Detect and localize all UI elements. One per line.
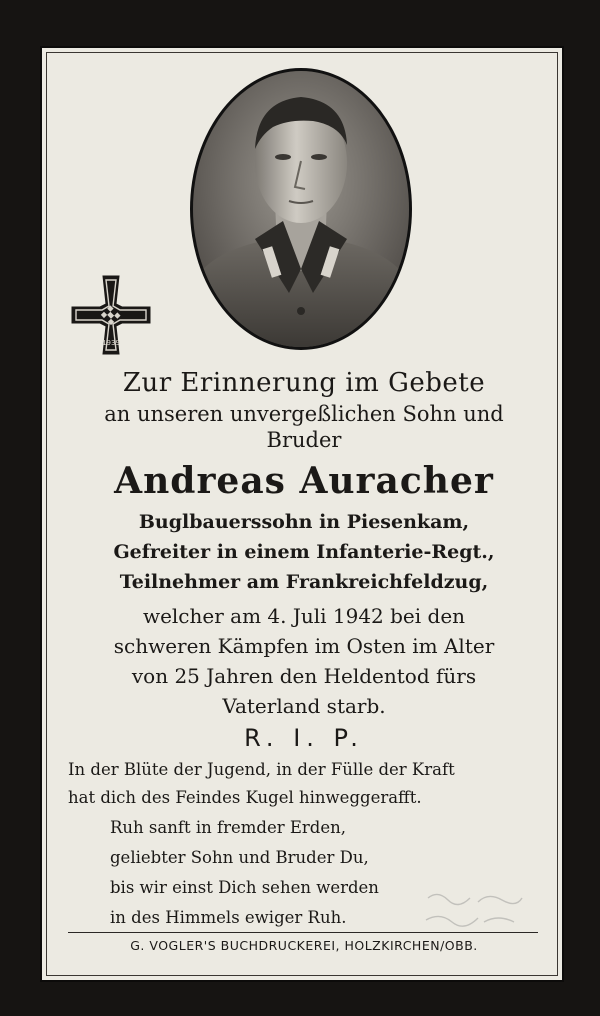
subtitle-line-1: Buglbauerssohn in Piesenkam, <box>138 511 470 533</box>
verse-line-4: geliebter Sohn und Bruder Du, <box>110 848 369 867</box>
body-line-3: von 25 Jahren den Heldentod fürs <box>131 664 477 688</box>
verse-line-2: hat dich des Feindes Kugel hinweggerafft. <box>68 788 422 807</box>
body-line-1: welcher am 4. Juli 1942 bei den <box>142 604 466 628</box>
verse-line-6: in des Himmels ewiger Ruh. <box>110 908 347 927</box>
subtitle-line-2: Gefreiter in einem Infanterie-Regt., <box>113 541 495 563</box>
soldier-portrait-icon <box>190 68 412 350</box>
iron-cross-year: 1939 <box>102 339 120 347</box>
rip-text: R. I. P. <box>244 724 364 752</box>
card-inner-panel <box>40 46 564 982</box>
heading-line-3: Bruder <box>266 428 342 452</box>
verse-line-1: In der Blüte der Jugend, in der Fülle der Kraft <box>68 760 455 779</box>
deceased-name: Andreas Auracher <box>114 460 494 502</box>
subtitle-line-3: Teilnehmer am Frankreichfeldzug, <box>119 571 489 593</box>
verse-line-3: Ruh sanft in fremder Erden, <box>110 818 346 837</box>
iron-cross-icon <box>70 274 152 356</box>
body-line-4: Vaterland starb. <box>222 694 386 718</box>
printer-credit: G. VOGLER'S BUCHDRUCKEREI, HOLZKIRCHEN/OBB. <box>130 938 478 953</box>
body-line-2: schweren Kämpfen im Osten im Alter <box>113 634 495 658</box>
footer-divider <box>68 932 538 933</box>
heading-line-1: Zur Erinnerung im Gebete <box>122 368 486 398</box>
verse-line-5: bis wir einst Dich sehen werden <box>110 878 379 897</box>
bleed-through-handwriting-icon <box>418 888 528 936</box>
heading-line-2: an unseren unvergeßlichen Sohn und <box>104 402 504 426</box>
